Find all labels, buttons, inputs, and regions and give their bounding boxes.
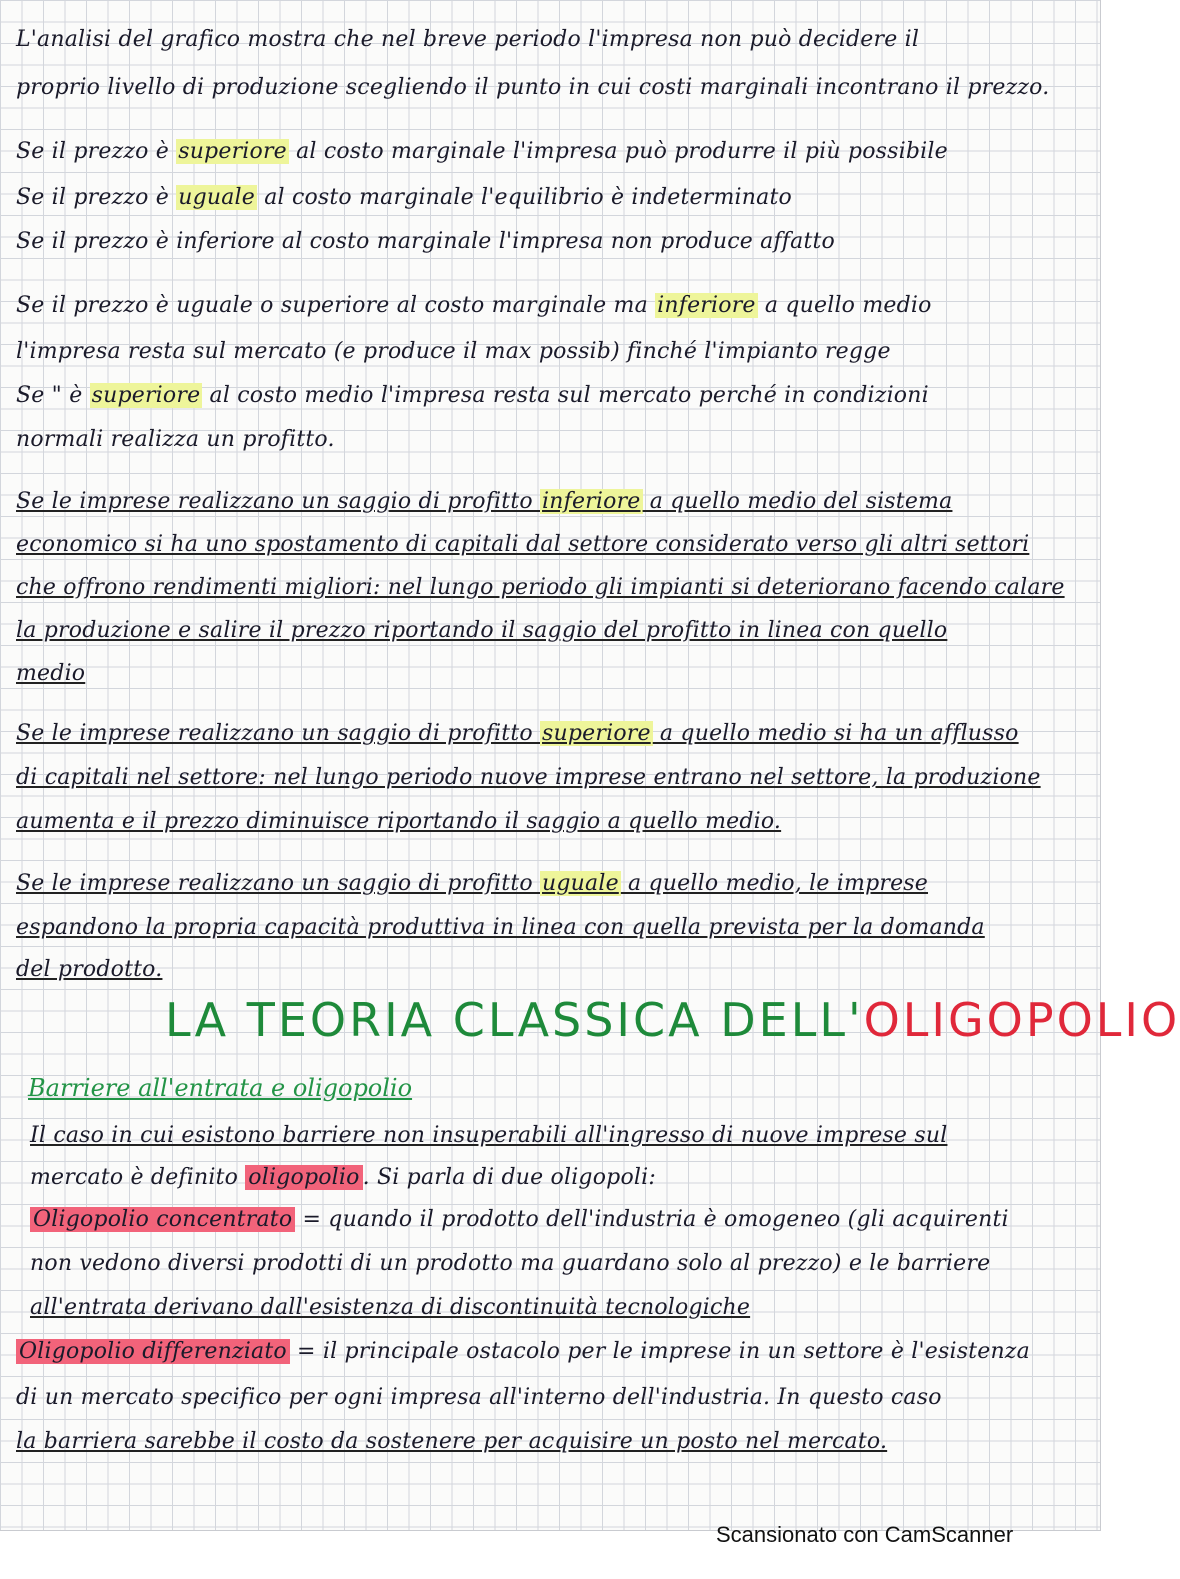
note-line: medio [16, 661, 86, 686]
note-line: Se il prezzo è uguale al costo marginale l'equilibrio è indeterminato [16, 185, 792, 210]
note-line: Se il prezzo è superiore al costo marginale l'impresa può produrre il più possibile [16, 139, 948, 164]
note-line: di capitali nel settore: nel lungo periodo nuove imprese entrano nel settore, la produzione [16, 765, 1041, 790]
pink-highlight: Oligopolio differenziato [16, 1339, 290, 1364]
note-line: espandono la propria capacità produttiva in linea con quella prevista per la domanda [16, 915, 985, 940]
section-title: LA TEORIA CLASSICA DELL'OLIGOPOLIO [165, 993, 1180, 1047]
note-line: Oligopolio differenziato = il principale ostacolo per le imprese in un settore è l'esistenza [16, 1338, 1098, 1366]
yellow-highlight: uguale [542, 871, 619, 896]
yellow-highlight: inferiore [657, 293, 756, 318]
note-line: normali realizza un profitto. [16, 427, 335, 452]
note-line: all'entrata derivano dall'esistenza di discontinuità tecnologiche [30, 1295, 751, 1320]
pink-highlight: oligopolio [245, 1165, 362, 1190]
note-line: L'analisi del grafico mostra che nel breve periodo l'impresa non può decidere il [16, 27, 920, 52]
note-line: Se le imprese realizzano un saggio di profitto superiore a quello medio si ha un afflusso [16, 721, 1019, 746]
note-line: Il caso in cui esistono barriere non insuperabili all'ingresso di nuove imprese sul [30, 1123, 948, 1148]
subsection-title: Barriere all'entrata e oligopolio [28, 1074, 413, 1102]
note-line: non vedono diversi prodotti di un prodotto ma guardano solo al prezzo) e le barriere [30, 1251, 991, 1276]
note-line: che offrono rendimenti migliori: nel lungo periodo gli impianti si deteriorano facendo calare [16, 575, 1065, 600]
note-line: proprio livello di produzione scegliendo il punto in cui costi marginali incontrano il prezzo. [16, 75, 1050, 100]
note-line: mercato è definito oligopolio . Si parla di due oligopoli: [30, 1165, 656, 1190]
note-line: la produzione e salire il prezzo riportando il saggio del profitto in linea con quello [16, 618, 948, 643]
note-line: economico si ha uno spostamento di capitali dal settore considerato verso gli altri settori [16, 532, 1030, 557]
note-line: l'impresa resta sul mercato (e produce il max possib) finché l'impianto regge [16, 339, 891, 364]
note-line: la barriera sarebbe il costo da sostenere per acquisire un posto nel mercato. [16, 1429, 888, 1454]
note-line: Se " è superiore al costo medio l'impresa resta sul mercato perché in condizioni [16, 383, 929, 408]
note-line: Se il prezzo è inferiore al costo marginale l'impresa non produce affatto [16, 229, 835, 254]
yellow-highlight: superiore [91, 383, 201, 408]
note-line: del prodotto. [16, 957, 163, 982]
note-line: di un mercato specifico per ogni impresa all'interno dell'industria. In questo caso [16, 1385, 942, 1410]
note-line: aumenta e il prezzo diminuisce riportando il saggio a quello medio. [16, 809, 782, 834]
note-line: Oligopolio concentrato = quando il prodotto dell'industria è omogeneo (gli acquirenti [30, 1206, 1096, 1234]
note-line: Se le imprese realizzano un saggio di profitto uguale a quello medio, le imprese [16, 871, 929, 896]
yellow-highlight: uguale [178, 185, 255, 210]
yellow-highlight: inferiore [542, 489, 641, 514]
pink-highlight: Oligopolio concentrato [30, 1207, 295, 1232]
yellow-highlight: superiore [542, 721, 651, 746]
yellow-highlight: superiore [178, 139, 287, 164]
note-line: Se il prezzo è uguale o superiore al costo marginale ma inferiore a quello medio [16, 293, 932, 318]
note-line: Se le imprese realizzano un saggio di profitto inferiore a quello medio del sistema [16, 489, 953, 514]
scanner-watermark: Scansionato con CamScanner [716, 1522, 1014, 1547]
